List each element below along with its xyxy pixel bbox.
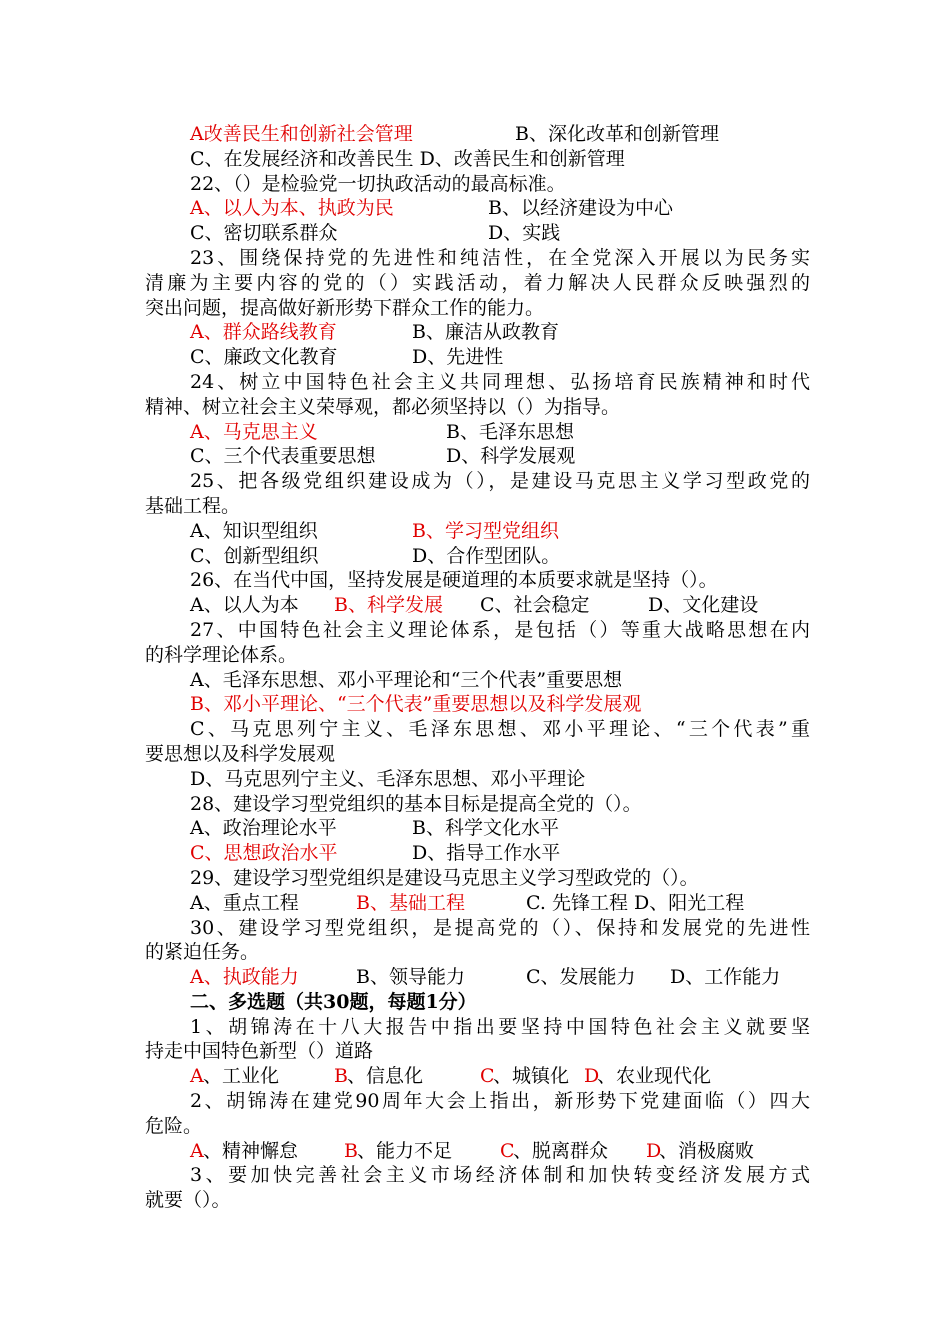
line-text: C. 先锋工程 D、阳光工程 [526,891,745,914]
line-text: D、科学发展观 [446,445,576,468]
line-text: 二、多选题（共30题，每题1分） [190,990,477,1013]
line-text: 、信息化 [347,1065,424,1088]
text-line [145,345,810,370]
line-text: 要思想以及科学发展观 [145,742,336,765]
line-text: C、发展能力 [526,966,636,989]
line-text: C、在发展经济和改善民生 D、改善民生和创新管理 [190,147,625,170]
text-line [145,444,810,469]
text-line [145,1114,810,1139]
text-line [145,221,810,246]
line-text: 22、（）是检验党一切执政活动的最高标准。 [190,172,566,195]
line-text: D、指导工作水平 [412,842,561,865]
answer-option: B、学习型党组织 [412,519,559,542]
line-text: D、合作型团队。 [412,544,561,567]
text-line [145,816,810,841]
line-text: C、三个代表重要思想 [190,445,376,468]
line-text: 、农业现代化 [597,1065,712,1088]
line-text: A、以人为本 [190,594,299,617]
answer-option: D [584,1065,600,1088]
answer-option: C [480,1065,495,1088]
line-text: B、廉洁从政教育 [412,321,559,344]
text-line [145,544,810,569]
text-line [145,1188,810,1213]
text-line [145,519,810,544]
text-line [145,172,810,197]
text-line [145,296,810,321]
text-line [145,841,810,866]
text-line [145,916,810,941]
line-text: 24、树立中国特色社会主义共同理想、弘扬培育民族精神和时代 [190,370,810,393]
line-text: D、先进性 [412,346,504,369]
line-text: 基础工程。 [145,494,241,517]
text-line [145,1064,810,1089]
line-text: 3、要加快完善社会主义市场经济体制和加快转变经济发展方式 [190,1164,810,1187]
line-text: A、政治理论水平 [190,817,337,840]
line-text: 27、中国特色社会主义理论体系，是包括（）等重大战略思想在内 [190,618,810,641]
text-line [145,246,810,271]
answer-option: A [190,1139,204,1162]
line-text: 、精神懈怠 [203,1139,299,1162]
line-text: D、工作能力 [670,966,781,989]
line-text: 26、在当代中国，坚持发展是硬道理的本质要求就是坚持（）。 [190,569,718,592]
line-text: C、密切联系群众 [190,222,338,245]
text-line [145,618,810,643]
text-line [145,792,810,817]
line-text: 25、把各级党组织建设成为（），是建设马克思主义学习型政党的 [190,470,810,493]
line-text: C、廉政文化教育 [190,346,338,369]
line-text: B、以经济建设为中心 [488,197,673,220]
line-text: A、毛泽东思想、邓小平理论和“三个代表”重要思想 [190,668,623,691]
line-text: 1、胡锦涛在十八大报告中指出要坚持中国特色社会主义就要坚 [190,1015,810,1038]
answer-option: A改善民生和创新社会管理 [190,123,413,145]
line-text: 清廉为主要内容的党的（）实践活动，着力解决人民群众反映强烈的 [145,271,810,294]
section-heading [145,990,810,1015]
text-line [145,320,810,345]
text-line [145,593,810,618]
text-line [145,965,810,990]
text-line [145,420,810,445]
document-page [145,122,810,1213]
text-line [145,692,810,717]
text-line [145,668,810,693]
text-line [145,1089,810,1114]
line-text: 29、建设学习型党组织是建设马克思主义学习型政党的（）。 [190,866,699,889]
line-text: 、能力不足 [357,1139,453,1162]
line-text: 的科学理论体系。 [145,643,298,666]
text-line [145,122,810,147]
text-line [145,370,810,395]
text-line [145,494,810,519]
answer-option: B [344,1139,358,1162]
line-text: 、城镇化 [493,1065,570,1088]
text-line [145,940,810,965]
line-text: 30、建设学习型党组织，是提高党的（）、保持和发展党的先进性 [190,916,810,939]
answer-option: C [500,1139,515,1162]
line-text: 就要（）。 [145,1189,231,1212]
line-text: C、马克思列宁主义、毛泽东思想、邓小平理论、“三个代表”重 [190,718,810,741]
line-text: 突出问题，提高做好新形势下群众工作的能力。 [145,296,545,319]
text-line [145,891,810,916]
answer-option: C、思想政治水平 [190,842,338,865]
line-text: A、知识型组织 [190,519,318,542]
line-text: B、领导能力 [356,966,465,989]
answer-option: A、群众路线教育 [190,321,337,344]
text-line [145,568,810,593]
line-text: B、毛泽东思想 [446,420,574,443]
answer-option: A、执政能力 [190,966,299,989]
line-text: B、深化改革和创新管理 [515,123,719,145]
line-text: 23、围绕保持党的先进性和纯洁性，在全党深入开展以为民务实 [190,246,810,269]
text-line [145,196,810,221]
text-line [145,767,810,792]
line-text: B、科学文化水平 [412,817,559,840]
line-text: C、创新型组织 [190,544,319,567]
line-text: 、工业化 [203,1065,280,1088]
line-text: 精神、树立社会主义荣辱观，都必须坚持以（）为指导。 [145,395,621,418]
text-line [145,271,810,296]
answer-option: B [334,1065,348,1088]
text-line [145,643,810,668]
line-text: D、实践 [488,222,561,245]
text-line [145,395,810,420]
text-line [145,1039,810,1064]
answer-option: B、基础工程 [356,891,465,914]
answer-option: A [190,1065,204,1088]
line-text: 、消极腐败 [659,1139,755,1162]
line-text: 危险。 [145,1114,203,1137]
line-text: 28、建设学习型党组织的基本目标是提高全党的（）。 [190,792,642,815]
answer-option: B、邓小平理论、“三个代表”重要思想以及科学发展观 [190,693,642,716]
line-text: 持走中国特色新型（）道路 [145,1040,374,1063]
text-line [145,742,810,767]
text-line [145,717,810,742]
line-text: D、马克思列宁主义、毛泽东思想、邓小平理论 [190,767,586,790]
answer-option: A、马克思主义 [190,420,318,443]
text-line [145,1163,810,1188]
line-text: C、社会稳定 [480,594,590,617]
line-text: 的紧迫任务。 [145,941,260,964]
line-text: A、重点工程 [190,891,299,914]
answer-option: A、以人为本、执政为民 [190,197,394,220]
text-line [145,147,810,172]
answer-option: B、科学发展 [334,594,443,617]
answer-option: D [646,1139,662,1162]
text-line [145,469,810,494]
line-text: 、脱离群众 [513,1139,609,1162]
text-line [145,1139,810,1164]
text-line [145,866,810,891]
line-text: 2、胡锦涛在建党90周年大会上指出，新形势下党建面临（）四大 [190,1090,810,1113]
line-text: D、文化建设 [648,594,759,617]
text-line [145,1015,810,1040]
